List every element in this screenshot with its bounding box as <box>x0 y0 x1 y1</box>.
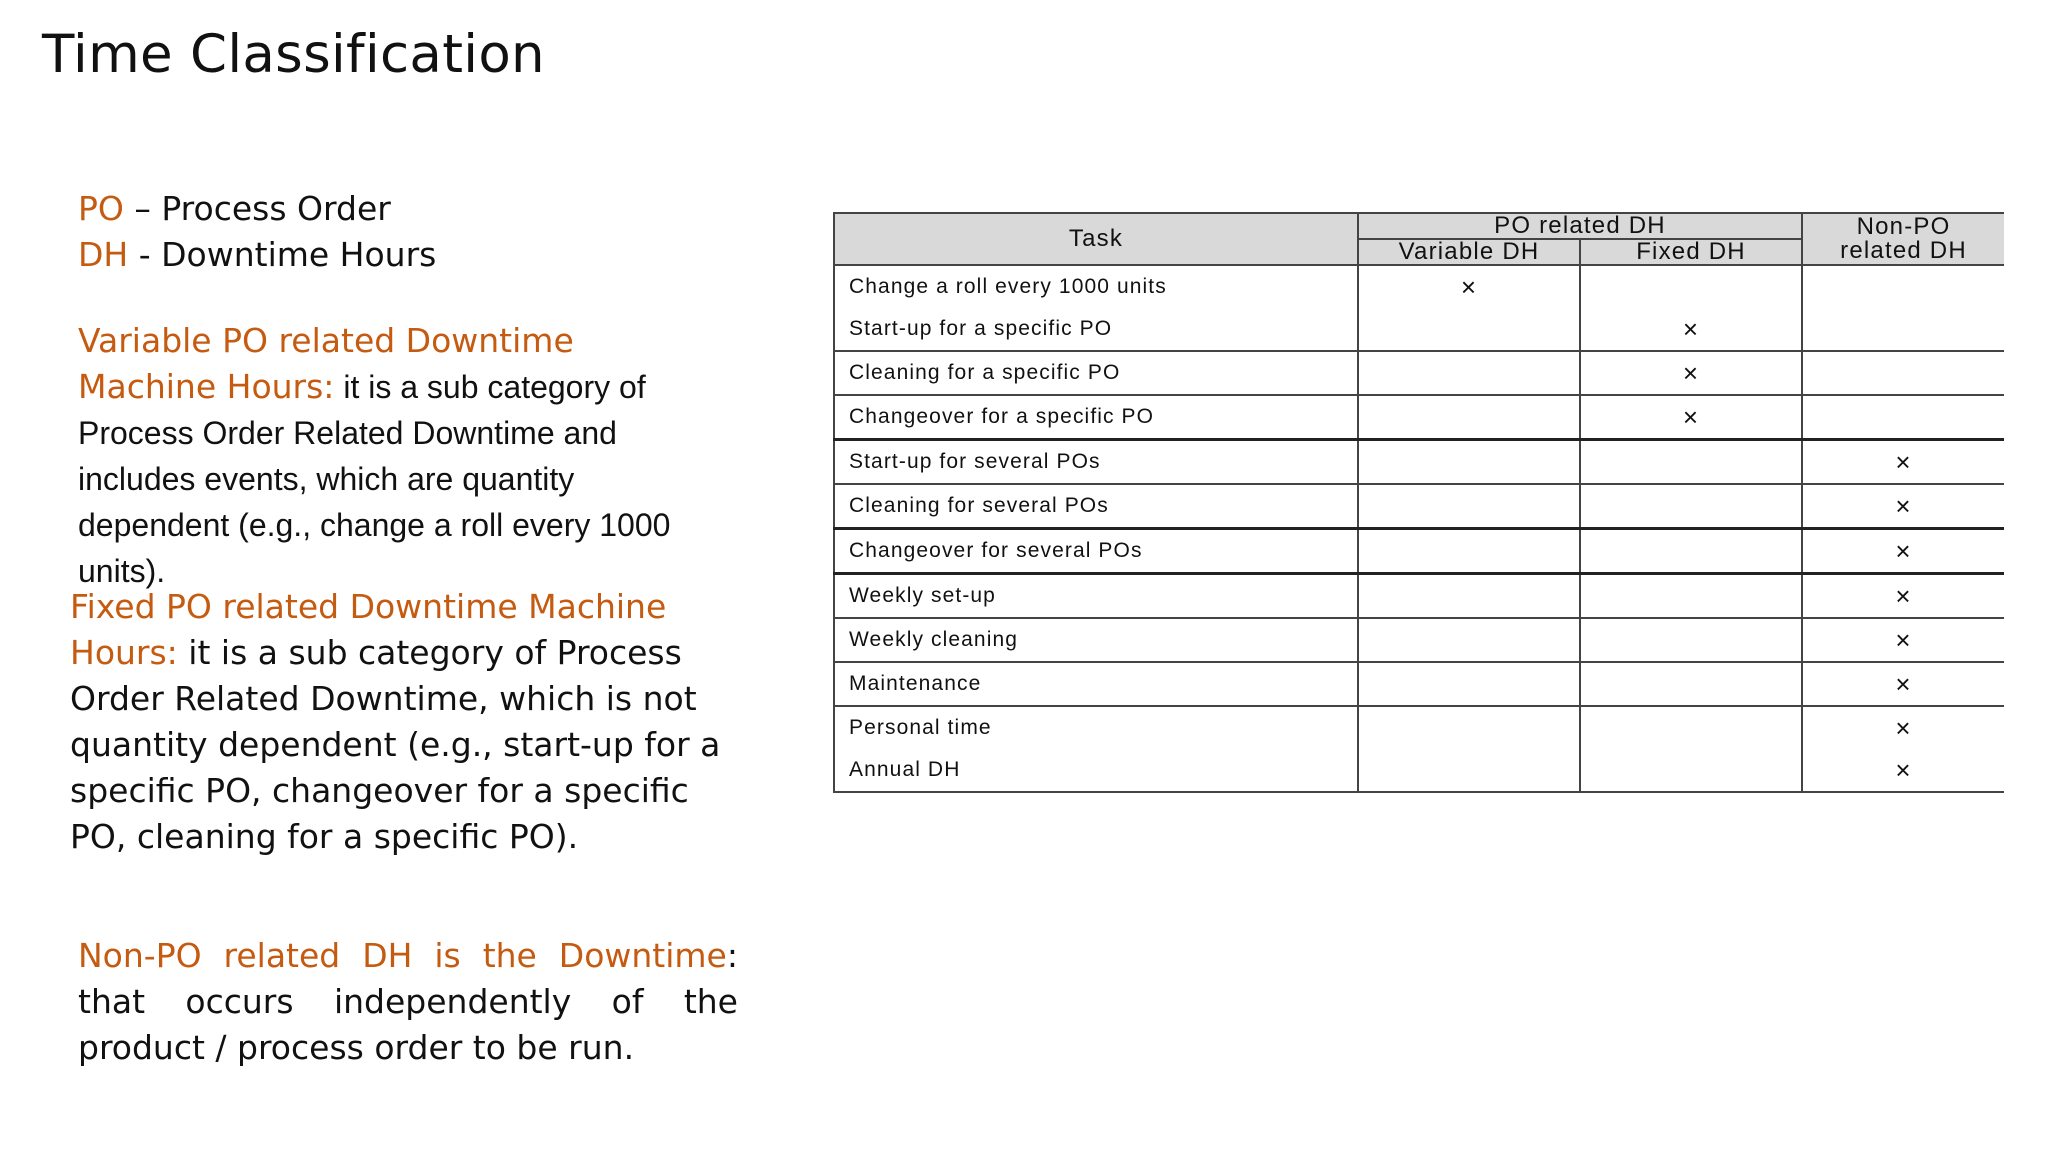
table-row <box>834 308 2004 351</box>
nonpo-body: : that occurs independently of the product / process order to be run. <box>78 936 738 1067</box>
cell-variable <box>1358 662 1580 706</box>
cell-fixed <box>1580 574 1802 619</box>
cell-fixed <box>1580 440 1802 485</box>
cell-fixed <box>1580 265 1802 308</box>
legend-sep: - <box>128 235 162 274</box>
legend-text: Downtime Hours <box>161 235 437 274</box>
header-nonpo-line1: Non-PO <box>1856 213 1951 240</box>
fixed-body: it is a sub category of Process Order Related Downtime, which is not quantity dependent (e.g., start-up for a specific PO, changeover for a specific PO, cleaning for a specific PO). <box>70 633 721 856</box>
cell-nonpo <box>1802 706 2004 749</box>
table-row <box>834 265 2004 308</box>
cell-task: Personal time <box>834 706 1358 749</box>
cell-fixed <box>1580 749 1802 792</box>
legend-abbr: DH <box>78 235 129 274</box>
cell-variable <box>1358 484 1580 529</box>
cell-nonpo <box>1802 618 2004 662</box>
x-mark-icon: × <box>1895 535 1912 566</box>
cell-task: Cleaning for several POs <box>834 484 1358 529</box>
header-task: Task <box>834 213 1358 265</box>
cell-nonpo <box>1802 749 2004 792</box>
cell-nonpo <box>1802 351 2004 395</box>
cell-nonpo <box>1802 308 2004 351</box>
cell-fixed <box>1580 484 1802 529</box>
cell-nonpo <box>1802 484 2004 529</box>
cell-variable <box>1358 618 1580 662</box>
header-nonpo-line2: related DH <box>1840 237 1967 264</box>
cell-task: Changeover for several POs <box>834 529 1358 574</box>
x-mark-icon: × <box>1682 313 1700 344</box>
cell-task: Change a roll every 1000 units <box>834 265 1358 308</box>
table-row <box>834 395 2004 440</box>
table-row <box>834 662 2004 706</box>
variable-body: it is a sub category of Process Order Related Downtime and includes events, which are quantity dependent (e.g., change a roll every 1000 units). <box>78 369 671 589</box>
abbreviation-legend <box>78 186 436 278</box>
cell-task: Weekly cleaning <box>834 618 1358 662</box>
x-mark-icon: × <box>1460 271 1478 302</box>
cell-nonpo <box>1802 662 2004 706</box>
cell-nonpo <box>1802 529 2004 574</box>
cell-task: Annual DH <box>834 749 1358 792</box>
cell-variable <box>1358 574 1580 619</box>
cell-task: Start-up for several POs <box>834 440 1358 485</box>
cell-fixed <box>1580 308 1802 351</box>
cell-variable <box>1358 265 1580 308</box>
variable-definition <box>78 318 718 594</box>
cell-task: Changeover for a specific PO <box>834 395 1358 440</box>
cell-nonpo <box>1802 265 2004 308</box>
header-nonpo <box>1802 213 2004 265</box>
variable-heading: Variable PO related Downtime Machine Hours: <box>78 321 574 406</box>
legend-text: Process Order <box>161 189 391 228</box>
header-variable: Variable DH <box>1358 239 1580 265</box>
cell-variable <box>1358 749 1580 792</box>
legend-item-dh <box>78 232 436 278</box>
header-po-related: PO related DH <box>1358 213 1802 239</box>
cell-task: Maintenance <box>834 662 1358 706</box>
x-mark-icon: × <box>1895 490 1912 521</box>
x-mark-icon: × <box>1895 754 1912 785</box>
cell-nonpo <box>1802 574 2004 619</box>
cell-variable <box>1358 706 1580 749</box>
x-mark-icon: × <box>1895 712 1912 743</box>
x-mark-icon: × <box>1895 624 1912 655</box>
cell-fixed <box>1580 662 1802 706</box>
table-row <box>834 351 2004 395</box>
fixed-heading: Fixed PO related Downtime Machine Hours: <box>70 587 667 672</box>
classification-table <box>833 212 2004 793</box>
table-row <box>834 749 2004 792</box>
x-mark-icon: × <box>1895 580 1912 611</box>
legend-item-po <box>78 186 436 232</box>
x-mark-icon: × <box>1682 357 1700 388</box>
cell-nonpo <box>1802 395 2004 440</box>
cell-fixed <box>1580 706 1802 749</box>
legend-abbr: PO <box>78 189 124 228</box>
cell-fixed <box>1580 351 1802 395</box>
cell-variable <box>1358 395 1580 440</box>
table-body <box>834 265 2004 792</box>
table-row <box>834 529 2004 574</box>
cell-fixed <box>1580 529 1802 574</box>
header-fixed: Fixed DH <box>1580 239 1802 265</box>
cell-variable <box>1358 308 1580 351</box>
fixed-definition <box>70 584 750 860</box>
table-row <box>834 706 2004 749</box>
x-mark-icon: × <box>1895 668 1912 699</box>
legend-sep: – <box>123 189 162 228</box>
nonpo-definition <box>78 933 738 1071</box>
x-mark-icon: × <box>1682 401 1700 432</box>
cell-variable <box>1358 351 1580 395</box>
slide-title: Time Classification <box>42 24 545 85</box>
table-row <box>834 574 2004 619</box>
cell-task: Weekly set-up <box>834 574 1358 619</box>
cell-task: Start-up for a specific PO <box>834 308 1358 351</box>
x-mark-icon: × <box>1895 446 1912 477</box>
cell-nonpo <box>1802 440 2004 485</box>
table-row <box>834 618 2004 662</box>
cell-variable <box>1358 529 1580 574</box>
cell-task: Cleaning for a specific PO <box>834 351 1358 395</box>
cell-variable <box>1358 440 1580 485</box>
cell-fixed <box>1580 618 1802 662</box>
nonpo-heading: Non-PO related DH is the Downtime <box>78 936 727 975</box>
table-row <box>834 484 2004 529</box>
classification-table-wrap <box>833 212 2003 793</box>
cell-fixed <box>1580 395 1802 440</box>
table-row <box>834 440 2004 485</box>
